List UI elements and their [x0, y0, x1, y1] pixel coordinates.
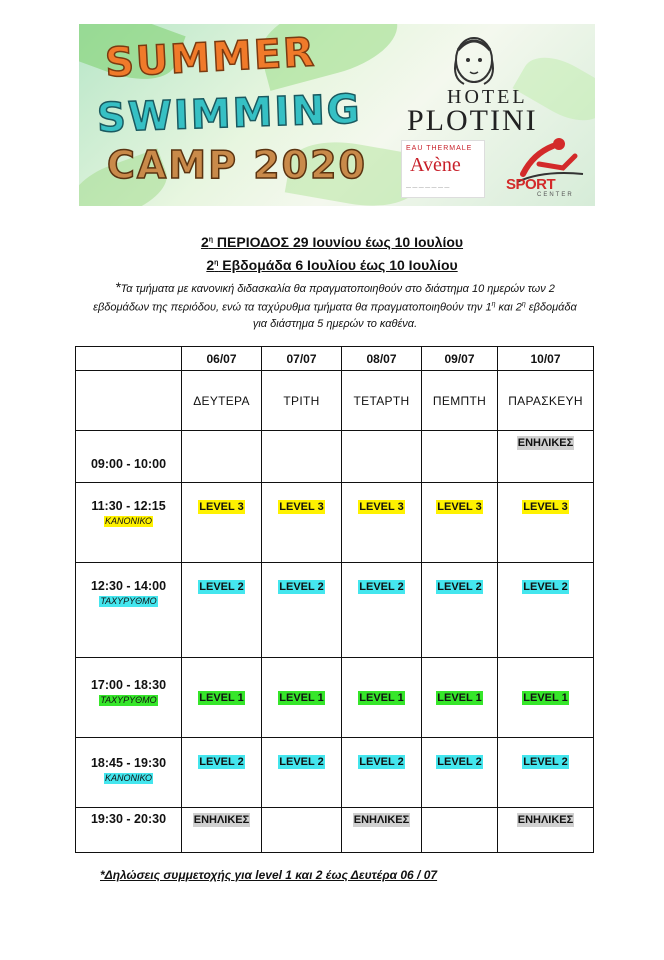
banner-title-summer: SUMMER: [103, 29, 318, 87]
schedule-cell: [262, 431, 342, 483]
hotel-head-logo-icon: [444, 30, 504, 92]
level-tag: LEVEL 2: [523, 581, 568, 593]
level-tag: LEVEL 1: [523, 692, 568, 704]
table-row: [76, 563, 594, 658]
schedule-cell: [262, 738, 342, 808]
avene-small-text: EAU THERMALE: [406, 145, 473, 152]
schedule-cell: [422, 483, 498, 563]
registration-footnote: *Δηλώσεις συμμετοχής για level 1 και 2 έως Δευτέρα 06 / 07: [100, 868, 438, 882]
level-tag: LEVEL 2: [359, 756, 404, 768]
level-tag: LEVEL 1: [437, 692, 482, 704]
avene-name: Avène: [410, 154, 461, 176]
adults-tag: ΕΝΗΛΙΚΕΣ: [193, 814, 250, 826]
corner-cell: [76, 347, 182, 371]
table-row: [76, 808, 594, 853]
level-tag: LEVEL 2: [199, 581, 244, 593]
schedule-cell: [498, 658, 594, 738]
day-date: 07/07: [262, 347, 342, 371]
day-name: ΠΑΡΑΣΚΕΥΗ: [498, 371, 594, 431]
day-date: 09/07: [422, 347, 498, 371]
time-cell: 19:30 - 20:30: [76, 808, 182, 853]
level-tag: LEVEL 2: [359, 581, 404, 593]
level-tag: LEVEL 1: [279, 692, 324, 704]
level-tag: LEVEL 3: [437, 501, 482, 513]
banner-title-swimming: SWIMMING: [96, 86, 363, 142]
time-cell: 11:30 - 12:15 ΚΑΝΟΝΙΚΟ: [76, 483, 182, 563]
schedule-cell: [262, 658, 342, 738]
schedule-cell: [342, 808, 422, 853]
period-heading: $2^\eta$ ΠΕΡΙΟΔΟΣ 29 Ιουνίου έως 10 Ιουλίου: [200, 234, 464, 250]
schedule-cell: [422, 808, 498, 853]
table-row: [76, 658, 594, 738]
schedule-cell: [498, 563, 594, 658]
schedule-cell: [182, 808, 262, 853]
class-type-badge: ΤΑΧΥΡΥΘΜΟ: [100, 596, 157, 606]
schedule-cell: [182, 738, 262, 808]
day-date: 10/07: [498, 347, 594, 371]
schedule-note: *Τα τμήματα με κανονική διδασκαλία θα πραγματοποιηθούν στο διάστημα 10 ημερών των 2 εβδομάδων της περιόδου, ενώ τα ταχύρυθμα τμήματα θα πραγματοποιηθούν την $1^\eta$ και $2^\eta$ εβδομάδα για διάστημα 5 ημερών το καθένα.: [93, 279, 577, 330]
schedule-cell: [342, 563, 422, 658]
level-tag: LEVEL 3: [279, 501, 324, 513]
schedule-cell: [262, 563, 342, 658]
schedule-table: [75, 346, 594, 853]
day-name: ΔΕΥΤΕΡΑ: [182, 371, 262, 431]
schedule-cell: [262, 483, 342, 563]
schedule-cell: [182, 431, 262, 483]
hotel-name: PLOTINI: [407, 104, 538, 137]
sport-name: SPORT: [506, 176, 556, 193]
adults-tag: ΕΝΗΛΙΚΕΣ: [353, 814, 410, 826]
banner-title-camp: CAMP 2020: [107, 143, 367, 187]
adults-tag: ΕΝΗΛΙΚΕΣ: [517, 814, 574, 826]
day-name: ΤΡΙΤΗ: [262, 371, 342, 431]
avene-logo: [401, 140, 485, 198]
schedule-cell: [498, 483, 594, 563]
schedule-cell: [342, 738, 422, 808]
schedule-cell: [422, 431, 498, 483]
time-cell: 09:00 - 10:00: [76, 431, 182, 483]
day-date: 06/07: [182, 347, 262, 371]
level-tag: LEVEL 2: [523, 756, 568, 768]
schedule-cell: [498, 808, 594, 853]
level-tag: LEVEL 3: [359, 501, 404, 513]
time-cell: 17:00 - 18:30 ΤΑΧΥΡΥΘΜΟ: [76, 658, 182, 738]
schedule-cell: [498, 738, 594, 808]
corner-cell: [76, 371, 182, 431]
table-row: [76, 483, 594, 563]
level-tag: LEVEL 2: [279, 581, 324, 593]
level-tag: LEVEL 2: [279, 756, 324, 768]
class-type-badge: ΚΑΝΟΝΙΚΟ: [104, 516, 153, 526]
schedule-cell: [498, 431, 594, 483]
level-tag: LEVEL 1: [359, 692, 404, 704]
time-cell: 12:30 - 14:00 ΤΑΧΥΡΥΘΜΟ: [76, 563, 182, 658]
camp-banner: [79, 24, 595, 206]
hotel-word: HOTEL: [447, 86, 528, 108]
schedule-cell: [182, 483, 262, 563]
schedule-cell: [342, 483, 422, 563]
day-name: ΠΕΜΠΤΗ: [422, 371, 498, 431]
schedule-cell: [262, 808, 342, 853]
level-tag: LEVEL 1: [199, 692, 244, 704]
schedule-cell: [422, 738, 498, 808]
avene-tagline: — — — — — — —: [406, 185, 450, 191]
class-type-badge: ΤΑΧΥΡΥΘΜΟ: [100, 695, 157, 705]
sport-center-sub: CENTER: [537, 192, 574, 198]
schedule-cell: [342, 431, 422, 483]
level-tag: LEVEL 2: [437, 581, 482, 593]
schedule-cell: [342, 658, 422, 738]
schedule-cell: [182, 658, 262, 738]
schedule-cell: [422, 563, 498, 658]
time-cell: 18:45 - 19:30 ΚΑΝΟΝΙΚΟ: [76, 738, 182, 808]
class-type-badge: ΚΑΝΟΝΙΚΟ: [104, 773, 153, 783]
level-tag: LEVEL 2: [437, 756, 482, 768]
level-tag: LEVEL 3: [523, 501, 568, 513]
level-tag: LEVEL 3: [199, 501, 244, 513]
schedule-cell: [182, 563, 262, 658]
schedule-cell: [422, 658, 498, 738]
level-tag: LEVEL 2: [199, 756, 244, 768]
week-heading: $2^\eta$ Εβδομάδα 6 Ιουλίου έως 10 Ιουλίου: [206, 257, 458, 273]
adults-tag: ΕΝΗΛΙΚΕΣ: [517, 437, 574, 449]
day-date: 08/07: [342, 347, 422, 371]
day-name: ΤΕΤΑΡΤΗ: [342, 371, 422, 431]
table-row: [76, 431, 594, 483]
table-row: [76, 738, 594, 808]
